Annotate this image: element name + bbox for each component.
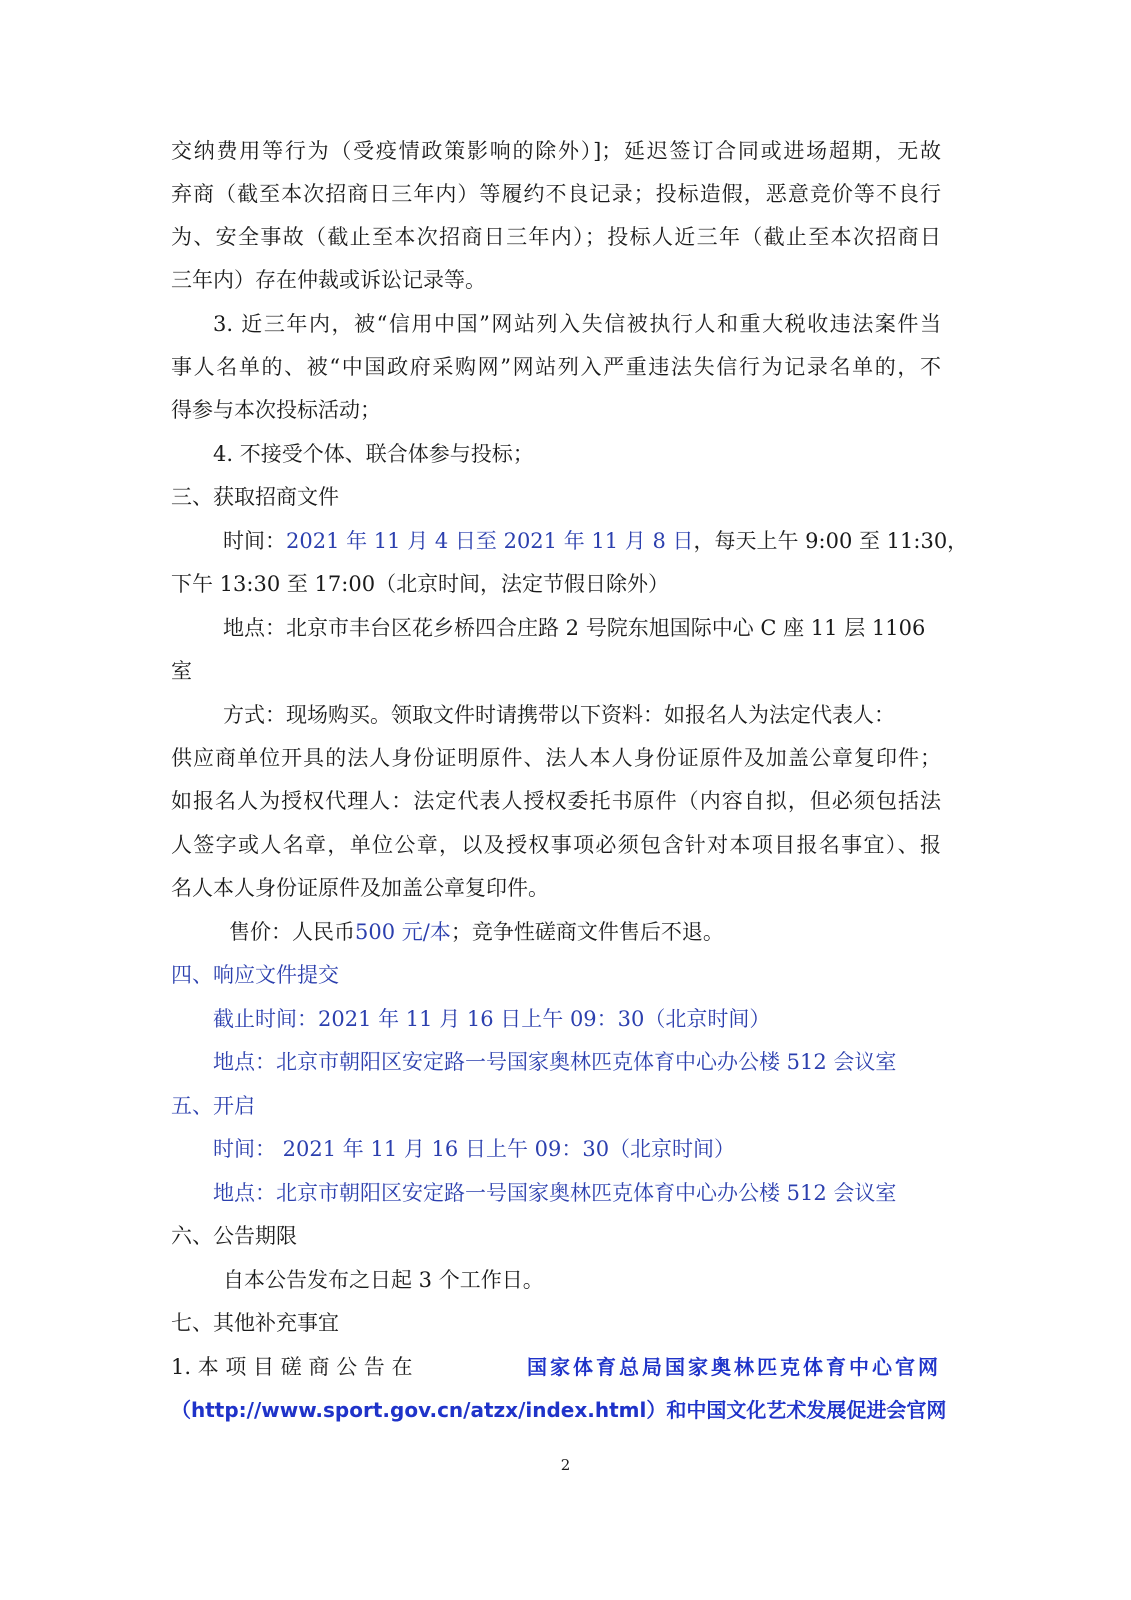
paragraph-line: 弃商（截至本次招商日三年内）等履约不良记录；投标造假，恶意竞价等不良行 — [171, 182, 941, 206]
paragraph-line: 三年内）存在仲裁或诉讼记录等。 — [171, 268, 486, 292]
method-line: 名人本人身份证原件及加盖公章复印件。 — [171, 876, 549, 900]
section-heading: 三、获取招商文件 — [171, 485, 339, 509]
section-4-heading: 四、响应文件提交 — [171, 963, 339, 987]
supplement-prefix: 1. 本 项 目 磋 商 公 告 在 — [171, 1355, 413, 1379]
deadline-line: 截止时间：2021 年 11 月 16 日上午 09：30（北京时间） — [213, 1007, 771, 1031]
method-line: 方式：现场购买。领取文件时请携带以下资料：如报名人为法定代表人： — [223, 703, 895, 727]
notice-period-line: 自本公告发布之日起 3 个工作日。 — [223, 1268, 544, 1292]
price-label: 售价：人民币 — [229, 920, 355, 944]
paragraph-line: 交纳费用等行为（受疫情政策影响的除外）]；延迟签订合同或进场超期，无故 — [171, 139, 941, 163]
price-rest: ；竞争性磋商文件售后不退。 — [450, 920, 724, 944]
official-site-url-line: （http://www.sport.gov.cn/atzx/index.html）和中国文化艺术发展促进会官网 — [171, 1398, 947, 1422]
time-rest: ，每天上午 9:00 至 11:30， — [693, 529, 969, 553]
time-line — [223, 527, 968, 555]
opening-time-line: 时间： 2021 年 11 月 16 日上午 09：30（北京时间） — [213, 1137, 736, 1161]
section-5-heading: 五、开启 — [171, 1094, 255, 1118]
time-dates: 2021 年 11 月 4 日至 2021 年 11 月 8 日 — [286, 529, 694, 553]
section-6-heading: 六、公告期限 — [171, 1224, 297, 1248]
paragraph-line: 4. 不接受个体、联合体参与投标； — [213, 442, 534, 466]
place-line-2: 室 — [171, 659, 192, 683]
supplement-line — [171, 1353, 941, 1381]
time-label: 时间： — [223, 529, 286, 553]
method-line: 人签字或人名章，单位公章，以及授权事项必须包含针对本项目报名事宜）、报 — [171, 833, 941, 857]
place-line: 地点：北京市丰台区花乡桥四合庄路 2 号院东旭国际中心 C 座 11 层 1106 — [223, 616, 926, 640]
page-number: 2 — [560, 1456, 571, 1474]
paragraph-line: 事人名单的、被“中国政府采购网”网站列入严重违法失信行为记录名单的，不 — [171, 355, 941, 379]
submit-place-line: 地点：北京市朝阳区安定路一号国家奥林匹克体育中心办公楼 512 会议室 — [213, 1050, 897, 1074]
official-site-name: 国家体育总局国家奥林匹克体育中心官网 — [527, 1355, 941, 1379]
paragraph-line: 为、安全事故（截止至本次招商日三年内）；投标人近三年（截止至本次招商日 — [171, 225, 941, 249]
price-value: 500 元/本 — [355, 920, 451, 944]
paragraph-line: 3. 近三年内，被“信用中国”网站列入失信被执行人和重大税收违法案件当 — [213, 312, 941, 336]
opening-place-line: 地点：北京市朝阳区安定路一号国家奥林匹克体育中心办公楼 512 会议室 — [213, 1181, 897, 1205]
method-line: 供应商单位开具的法人身份证明原件、法人本人身份证原件及加盖公章复印件； — [171, 746, 941, 770]
paragraph-line: 得参与本次投标活动； — [171, 398, 381, 422]
price-line — [229, 918, 724, 946]
method-line: 如报名人为授权代理人：法定代表人授权委托书原件（内容自拟，但必须包括法 — [171, 789, 941, 813]
time-line-2: 下午 13:30 至 17:00（北京时间，法定节假日除外） — [171, 572, 670, 596]
section-7-heading: 七、其他补充事宜 — [171, 1311, 339, 1335]
